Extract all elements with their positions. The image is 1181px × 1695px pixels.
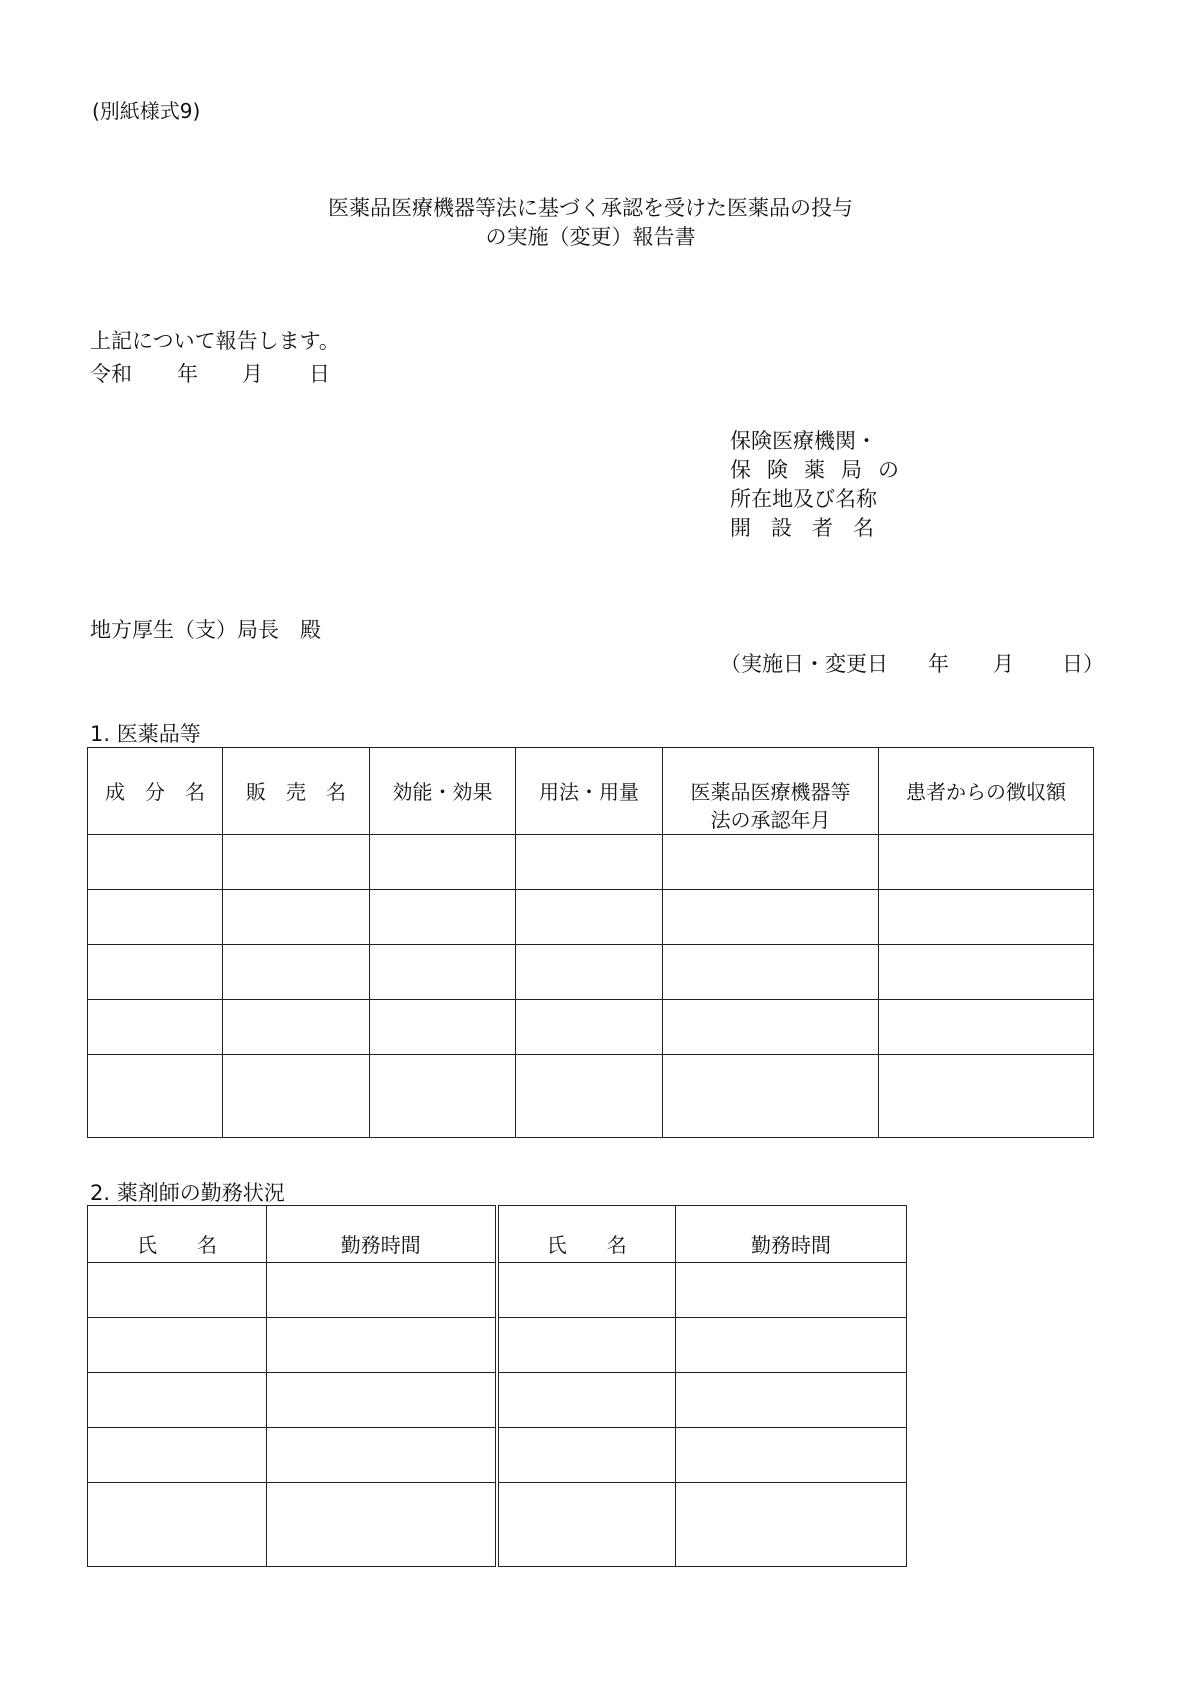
table-cell[interactable] bbox=[516, 835, 663, 890]
table-cell[interactable] bbox=[88, 1428, 267, 1483]
table-cell[interactable] bbox=[88, 890, 223, 945]
table-cell[interactable] bbox=[497, 1263, 676, 1318]
table-cell[interactable] bbox=[370, 1000, 516, 1055]
table-cell[interactable] bbox=[663, 1055, 879, 1138]
table-cell[interactable] bbox=[879, 1055, 1094, 1138]
table-row bbox=[88, 1055, 1094, 1138]
table-cell[interactable] bbox=[676, 1263, 907, 1318]
table-cell[interactable] bbox=[497, 1373, 676, 1428]
table-cell[interactable] bbox=[223, 945, 370, 1000]
table-cell[interactable] bbox=[223, 1055, 370, 1138]
table-cell[interactable] bbox=[88, 945, 223, 1000]
table-cell[interactable] bbox=[676, 1373, 907, 1428]
table-cell[interactable] bbox=[267, 1483, 497, 1567]
table-cell[interactable] bbox=[370, 890, 516, 945]
table-cell[interactable] bbox=[88, 1263, 267, 1318]
intro-statement: 上記について報告します。 bbox=[90, 329, 340, 353]
pharmacist-table bbox=[87, 1205, 907, 1567]
table-cell[interactable] bbox=[267, 1318, 497, 1373]
table-cell[interactable] bbox=[88, 1483, 267, 1567]
date-era-label: 令和 bbox=[90, 362, 132, 386]
drug-table bbox=[87, 747, 1094, 1138]
table-row bbox=[88, 1373, 907, 1428]
table-row bbox=[88, 1263, 907, 1318]
table-cell[interactable] bbox=[516, 1055, 663, 1138]
table-cell[interactable] bbox=[879, 890, 1094, 945]
document-title-line2: の実施（変更）報告書 bbox=[485, 225, 696, 249]
table-cell[interactable] bbox=[516, 890, 663, 945]
table-cell[interactable] bbox=[663, 835, 879, 890]
table-cell[interactable] bbox=[223, 835, 370, 890]
table-cell[interactable] bbox=[497, 1483, 676, 1567]
date-year-label: 年 bbox=[177, 362, 198, 386]
address-label-line2: 保険薬局の bbox=[730, 458, 915, 482]
col-efficacy: 効能・効果 bbox=[370, 748, 516, 835]
table-cell[interactable] bbox=[516, 1000, 663, 1055]
section2-heading: 2. 薬剤師の勤務状況 bbox=[90, 1181, 285, 1205]
col-hours-left: 勤務時間 bbox=[267, 1206, 497, 1263]
table-row bbox=[88, 890, 1094, 945]
table-cell[interactable] bbox=[497, 1318, 676, 1373]
col-hours-right: 勤務時間 bbox=[676, 1206, 907, 1263]
col-approval-date-line2: 法の承認年月 bbox=[710, 808, 831, 832]
date-day-label: 日 bbox=[309, 362, 330, 386]
section1-heading: 1. 医薬品等 bbox=[90, 722, 201, 746]
table-cell[interactable] bbox=[88, 1318, 267, 1373]
table-row bbox=[88, 945, 1094, 1000]
table-cell[interactable] bbox=[516, 945, 663, 1000]
col-approval-date bbox=[663, 748, 879, 835]
table-cell[interactable] bbox=[663, 945, 879, 1000]
col-ingredient-name: 成 分 名 bbox=[88, 748, 223, 835]
col-brand-name: 販 売 名 bbox=[223, 748, 370, 835]
date-month-label: 月 bbox=[242, 362, 263, 386]
table-cell[interactable] bbox=[676, 1428, 907, 1483]
table-row bbox=[88, 1318, 907, 1373]
drug-table-header bbox=[88, 748, 1094, 835]
table-row bbox=[88, 1428, 907, 1483]
table-row bbox=[88, 1483, 907, 1567]
table-cell[interactable] bbox=[88, 835, 223, 890]
table-cell[interactable] bbox=[88, 1055, 223, 1138]
table-cell[interactable] bbox=[663, 1000, 879, 1055]
table-cell[interactable] bbox=[267, 1373, 497, 1428]
table-cell[interactable] bbox=[370, 835, 516, 890]
table-cell[interactable] bbox=[879, 835, 1094, 890]
table-cell[interactable] bbox=[223, 1000, 370, 1055]
address-label-line1: 保険医療機関・ bbox=[730, 429, 877, 453]
implementation-month-label: 月 bbox=[993, 652, 1014, 676]
address-label-line4: 開設者名 bbox=[730, 516, 894, 540]
document-title-line1: 医薬品医療機器等法に基づく承認を受けた医薬品の投与 bbox=[328, 196, 853, 220]
pharmacist-table-header bbox=[88, 1206, 907, 1263]
col-name-left: 氏 名 bbox=[88, 1206, 267, 1263]
table-cell[interactable] bbox=[88, 1373, 267, 1428]
table-row bbox=[88, 1000, 1094, 1055]
col-name-right: 氏 名 bbox=[497, 1206, 676, 1263]
col-approval-date-line1: 医薬品医療機器等 bbox=[690, 780, 851, 804]
table-cell[interactable] bbox=[88, 1000, 223, 1055]
table-cell[interactable] bbox=[223, 890, 370, 945]
table-cell[interactable] bbox=[879, 1000, 1094, 1055]
table-cell[interactable] bbox=[267, 1263, 497, 1318]
col-patient-fee: 患者からの徴収額 bbox=[879, 748, 1094, 835]
implementation-date-label: （実施日・変更日 bbox=[720, 652, 888, 676]
implementation-day-label: 日） bbox=[1062, 652, 1104, 676]
implementation-year-label: 年 bbox=[928, 652, 949, 676]
table-cell[interactable] bbox=[676, 1318, 907, 1373]
table-cell[interactable] bbox=[497, 1428, 676, 1483]
form-code: (別紙様式9) bbox=[92, 99, 201, 123]
address-label-line3: 所在地及び名称 bbox=[730, 487, 877, 511]
table-row bbox=[88, 835, 1094, 890]
col-dosage: 用法・用量 bbox=[516, 748, 663, 835]
table-cell[interactable] bbox=[676, 1483, 907, 1567]
table-cell[interactable] bbox=[879, 945, 1094, 1000]
addressee: 地方厚生（支）局長 殿 bbox=[90, 618, 321, 642]
table-cell[interactable] bbox=[370, 945, 516, 1000]
table-cell[interactable] bbox=[663, 890, 879, 945]
table-cell[interactable] bbox=[267, 1428, 497, 1483]
table-cell[interactable] bbox=[370, 1055, 516, 1138]
